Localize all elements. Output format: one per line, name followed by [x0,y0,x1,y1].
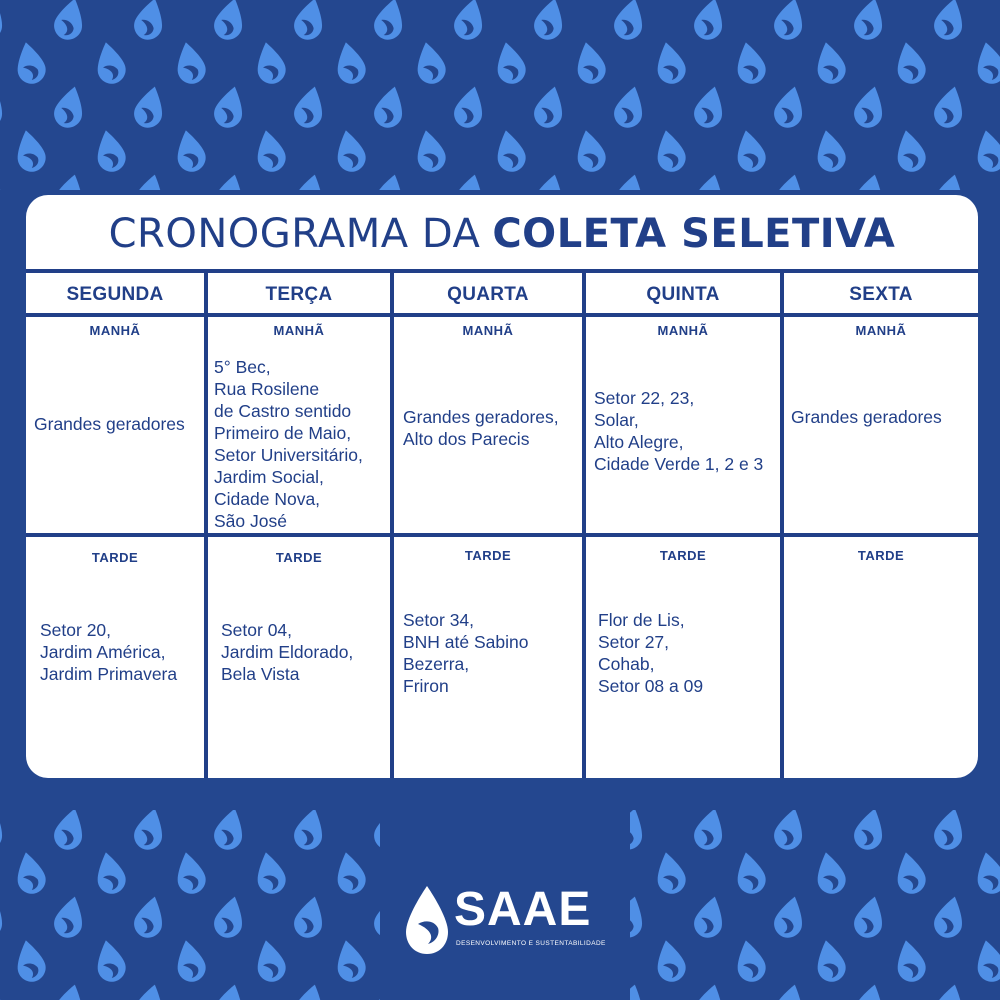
saae-logo [400,880,606,960]
water-drop-pattern-top [0,0,1000,190]
period-label-morning: MANHÃ [89,323,141,338]
grid-line [582,273,586,778]
title-light: CRONOGRAMA DA [108,211,481,257]
period-label-afternoon: TARDE [464,548,512,563]
period-label-morning: MANHÃ [855,323,907,338]
day-header-quarta: QUARTA [447,284,529,305]
period-label-morning: MANHÃ [462,323,514,338]
period-label-morning: MANHÃ [273,323,325,338]
period-label-afternoon: TARDE [659,548,707,563]
sexta-manha-locations: Grandes geradores [791,407,942,427]
period-label-afternoon: TARDE [275,550,323,565]
period-label-afternoon: TARDE [857,548,905,563]
quinta-tarde-locations: Flor de Lis, Setor 27, Cohab, Setor 08 a 09 [598,610,704,696]
terca-manha-locations: 5° Bec, Rua Rosilene de Castro sentido Primeiro de Maio, Setor Universitário, Jardim Social, Cidade Nova, São José [214,357,363,531]
period-label-afternoon: TARDE [91,550,139,565]
grid-line [204,273,208,778]
quarta-manha-locations: Grandes geradores, Alto dos Parecis [403,407,559,449]
logo-wordmark: SAAE [454,883,592,936]
grid-line [390,273,394,778]
schedule-card [26,195,978,778]
period-label-morning: MANHÃ [657,323,709,338]
terca-tarde-locations: Setor 04, Jardim Eldorado, Bela Vista [221,620,354,684]
day-header-sexta: SEXTA [849,284,913,305]
grid-line [780,273,784,778]
logo-tagline: DESENVOLVIMENTO E SUSTENTABILIDADE [456,940,606,947]
water-drop-logo-icon [402,884,452,956]
grid-line [26,313,978,317]
day-header-quinta: QUINTA [646,284,720,305]
grid-line [26,533,978,537]
day-header-segunda: SEGUNDA [66,284,164,305]
quarta-tarde-locations: Setor 34, BNH até Sabino Bezerra, Friron [403,610,529,696]
day-header-terca: TERÇA [265,284,333,305]
segunda-tarde-locations: Setor 20, Jardim América, Jardim Primavera [40,620,178,684]
page-title [26,195,978,273]
quinta-manha-locations: Setor 22, 23, Solar, Alto Alegre, Cidade Verde 1, 2 e 3 [594,388,764,474]
segunda-manha-locations: Grandes geradores [34,414,185,434]
title-bold: COLETA SELETIVA [492,211,896,257]
